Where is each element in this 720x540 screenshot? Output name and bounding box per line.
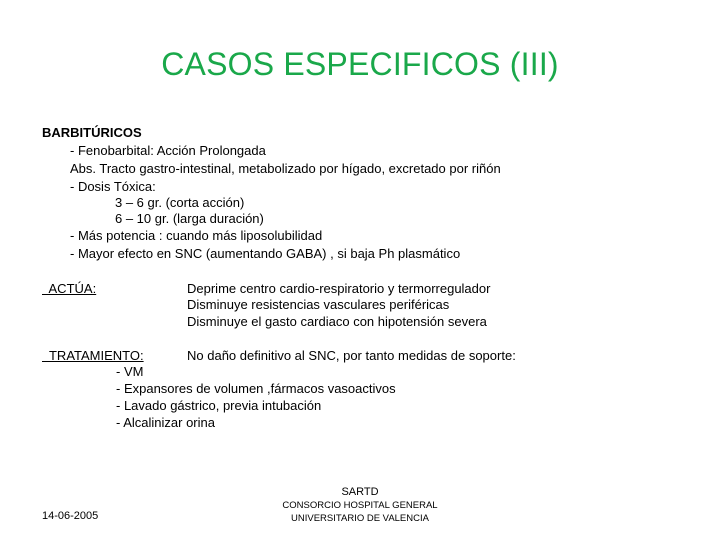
body-line: - Más potencia : cuando más liposolubilidad (70, 228, 323, 243)
actua-line: Disminuye resistencias vasculares periféricas (187, 297, 450, 312)
footer-organization (270, 486, 450, 525)
body-line: - Fenobarbital: Acción Prolongada (70, 143, 266, 158)
body-line: - Dosis Tóxica: (70, 179, 156, 194)
footer-org-line: CONSORCIO HOSPITAL GENERAL (282, 500, 438, 511)
body-line: 6 – 10 gr. (larga duración) (115, 211, 264, 226)
footer-org-line: UNIVERSITARIO DE VALENCIA (291, 513, 429, 524)
tratamiento-line: - Alcalinizar orina (116, 415, 215, 430)
tratamiento-line: - Expansores de volumen ,fármacos vasoactivos (116, 381, 396, 396)
tratamiento-lead: No daño definitivo al SNC, por tanto medidas de soporte: (187, 348, 516, 363)
tratamiento-line: - Lavado gástrico, previa intubación (116, 398, 322, 413)
section-heading: BARBITÚRICOS (42, 125, 142, 140)
body-line: - Mayor efecto en SNC (aumentando GABA) , si baja Ph plasmático (70, 246, 461, 261)
actua-line: Disminuye el gasto cardiaco con hipotensión severa (187, 314, 487, 329)
body-line: Abs. Tracto gastro-intestinal, metabolizado por hígado, excretado por riñón (70, 161, 501, 176)
footer-org-abbr: SARTD (341, 486, 379, 498)
tratamiento-line: - VM (116, 364, 144, 379)
slide-title: CASOS ESPECIFICOS (III) (161, 46, 559, 82)
footer-date: 14-06-2005 (42, 510, 99, 522)
actua-line: Deprime centro cardio-respiratorio y termorregulador (187, 281, 491, 296)
actua-label: ACTÚA: (42, 281, 97, 296)
body-line: 3 – 6 gr. (corta acción) (115, 195, 245, 210)
tratamiento-label: TRATAMIENTO: (42, 348, 144, 363)
